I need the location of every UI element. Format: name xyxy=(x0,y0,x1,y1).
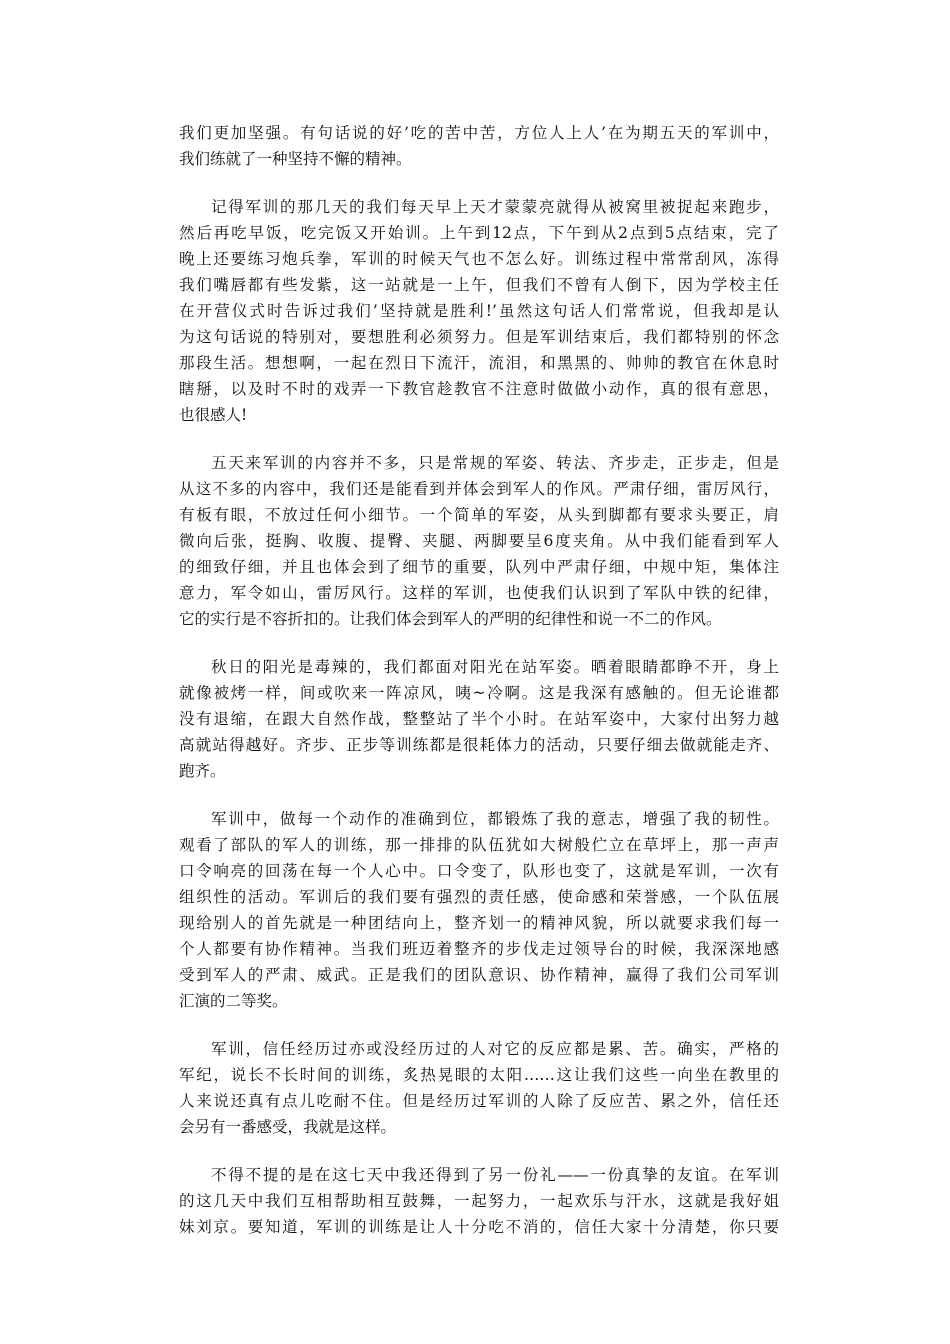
article-body xyxy=(179,120,779,1262)
text-line: 我们练就了一种坚持不懈的精神。 xyxy=(179,150,412,168)
paragraph-1 xyxy=(179,120,779,172)
text-line: 受到军人的严肃、威武。正是我们的团队意识、协作精神，赢得了我们公司军训 xyxy=(179,966,779,984)
text-line: 跑齐。 xyxy=(179,762,226,780)
text-line: 人来说还真有点儿吃耐不住。但是经历过军训的人除了反应苦、累之外，信任还 xyxy=(179,1092,779,1110)
paragraph-7 xyxy=(179,1162,779,1240)
text-line: 晚上还要练习炮兵拳，军训的时候天气也不怎么好。训练过程中常常刮风，冻得 xyxy=(179,250,779,268)
text-line: 有板有眼，不放过任何小细节。一个简单的军姿，从头到脚都有要求头要正，肩 xyxy=(179,506,779,524)
text-line: 五天来军训的内容并不多，只是常规的军姿、转法、齐步走，正步走，但是 xyxy=(211,454,779,472)
text-line: 妹刘京。要知道，军训的训练是让人十分吃不消的，信任大家十分清楚，你只要 xyxy=(179,1218,779,1236)
text-line: 的这几天中我们互相帮助相互鼓舞，一起努力，一起欢乐与汗水，这就是我好姐 xyxy=(179,1192,779,1210)
text-line: 军纪，说长不长时间的训练，炙热晃眼的太阳……这让我们这些一向坐在教里的 xyxy=(179,1066,779,1084)
text-line: 那段生活。想想啊，一起在烈日下流汗，流泪，和黑黑的、帅帅的教官在休息时 xyxy=(179,354,779,372)
text-line: 我们嘴唇都有些发紫，这一站就是一上午，但我们不曾有人倒下，因为学校主任 xyxy=(179,276,779,294)
text-line: 它的实行是不容折扣的。让我们体会到军人的严明的纪律性和说一不二的作风。 xyxy=(179,610,722,628)
text-line: 不得不提的是在这七天中我还得到了另一份礼——一份真挚的友谊。在军训 xyxy=(211,1166,779,1184)
text-line: 就像被烤一样，间或吹来一阵凉风，咦~冷啊。这是我深有感触的。但无论谁都 xyxy=(179,684,779,702)
text-line: 瞎掰，以及时不时的戏弄一下教官趁教官不注意时做做小动作，真的很有意思， xyxy=(179,380,779,398)
text-line: 也很感人! xyxy=(179,406,248,424)
text-line: 在开营仪式时告诉过我们’坚持就是胜利!’虽然这句话人们常常说，但我却是认 xyxy=(179,302,779,320)
text-line: 从这不多的内容中，我们还是能看到并体会到军人的作风。严肃仔细，雷厉风行， xyxy=(179,480,779,498)
text-line: 观看了部队的军人的训练，那一排排的队伍犹如大树般伫立在草坪上，那一声声 xyxy=(179,836,779,854)
text-line: 我们更加坚强。有句话说的好’吃的苦中苦，方位人上人’在为期五天的军训中， xyxy=(179,124,779,142)
text-line: 微向后张，挺胸、收腹、提臀、夹腿、两脚要呈6度夹角。从中我们能看到军人 xyxy=(179,532,779,550)
text-line: 个人都要有协作精神。当我们班迈着整齐的步伐走过领导台的时候，我深深地感 xyxy=(179,940,779,958)
text-line: 口令响亮的回荡在每一个人心中。口令变了，队形也变了，这就是军训，一次有 xyxy=(179,862,779,880)
paragraph-4 xyxy=(179,654,779,784)
text-line: 高就站得越好。齐步、正步等训练都是很耗体力的活动，只要仔细去做就能走齐、 xyxy=(179,736,779,754)
text-line: 军训中，做每一个动作的准确到位，都锻炼了我的意志，增强了我的韧性。 xyxy=(211,810,779,828)
text-line: 组织性的活动。军训后的我们要有强烈的责任感，使命感和荣誉感，一个队伍展 xyxy=(179,888,779,906)
text-line: 意力，军令如山，雷厉风行。这样的军训，也使我们认识到了军队中铁的纪律， xyxy=(179,584,779,602)
text-line: 现给别人的首先就是一种团结向上，整齐划一的精神风貌，所以就要求我们每一 xyxy=(179,914,779,932)
text-line: 然后再吃早饭，吃完饭又开始训。上午到12点，下午到从2点到5点结束，完了 xyxy=(179,224,779,242)
paragraph-6 xyxy=(179,1036,779,1140)
text-line: 军训，信任经历过亦或没经历过的人对它的反应都是累、苦。确实，严格的 xyxy=(211,1040,779,1058)
text-line: 为这句话说的特别对，要想胜利必须努力。但是军训结束后，我们都特别的怀念 xyxy=(179,328,779,346)
paragraph-3 xyxy=(179,450,779,632)
text-line: 汇演的二等奖。 xyxy=(179,992,288,1010)
text-line: 会另有一番感受，我就是这样。 xyxy=(179,1118,397,1136)
text-line: 秋日的阳光是毒辣的，我们都面对阳光在站军姿。晒着眼睛都睁不开，身上 xyxy=(211,658,779,676)
paragraph-5 xyxy=(179,806,779,1014)
text-line: 的细致仔细，并且也体会到了细节的重要，队列中严肃仔细，中规中矩，集体注 xyxy=(179,558,779,576)
text-line: 没有退缩，在跟大自然作战，整整站了半个小时。在站军姿中，大家付出努力越 xyxy=(179,710,779,728)
paragraph-2 xyxy=(179,194,779,428)
text-line: 记得军训的那几天的我们每天早上天才蒙蒙亮就得从被窝里被捉起来跑步， xyxy=(211,198,779,216)
